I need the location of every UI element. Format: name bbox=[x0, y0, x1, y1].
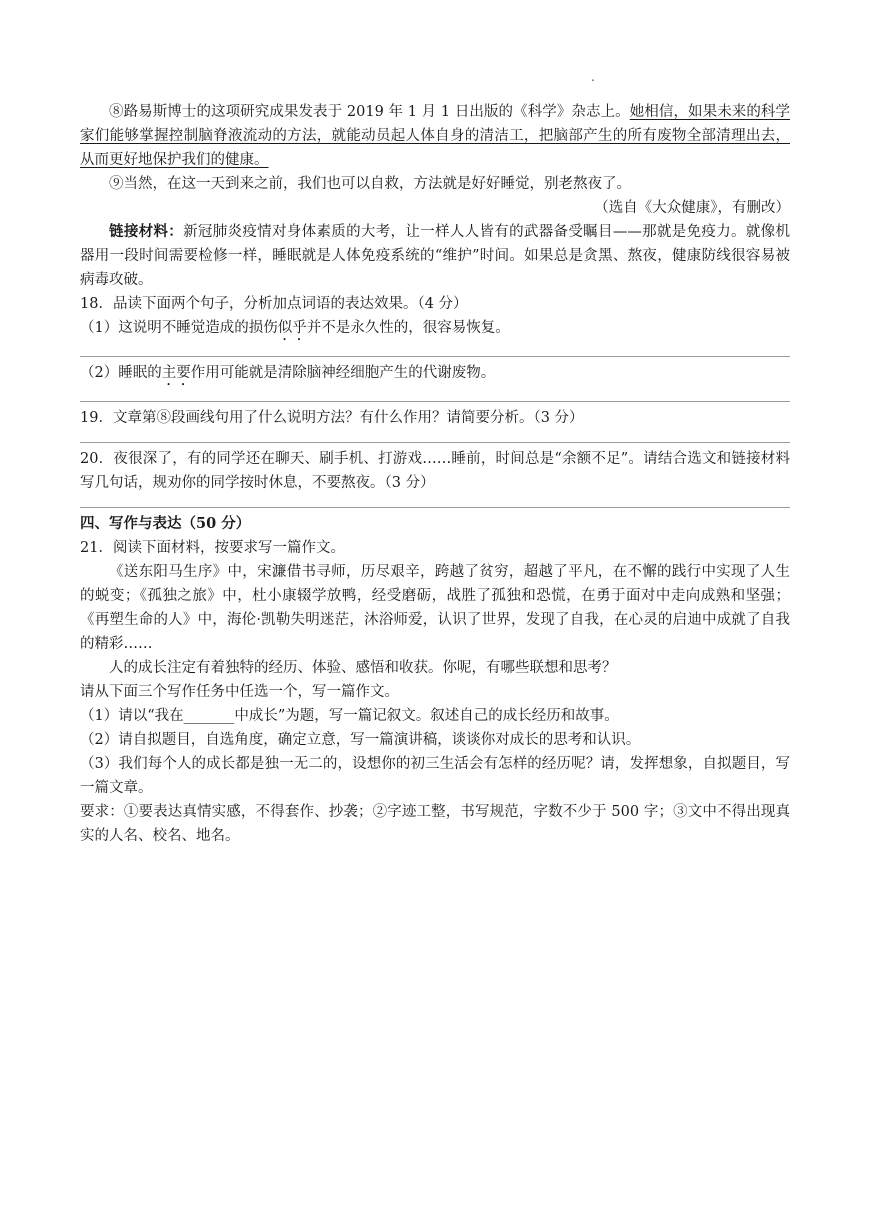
question-21-task-1: （1）请以“我在_______中成长”为题，写一篇记叙文。叙述自己的成长经历和故事。 bbox=[80, 708, 619, 724]
q18-s2-text-a: （2）睡眠的 bbox=[80, 365, 162, 381]
link-material-label: 链接材料： bbox=[109, 223, 184, 240]
question-21-task-2: （2）请自拟题目，自选角度，确定立意，写一篇演讲稿，谈谈你对成长的思考和认识。 bbox=[80, 732, 641, 748]
question-18-stem: 18．品读下面两个句子，分析加点词语的表达效果。（4 分） bbox=[80, 296, 468, 312]
answer-line-20[interactable] bbox=[80, 507, 790, 508]
source-note: （选自《大众健康》，有删改） bbox=[594, 200, 790, 216]
question-21-material: 《送东阳马生序》中，宋濂借书寻师，历尽艰辛，跨越了贫穷，超越了平凡，在不懈的践行中实现了人生的蜕变；《孤独之旅》中，杜小康辍学放鸭，经受磨砺，战胜了孤独和恐慌，在勇于面对中走向成熟和坚强；《再塑生命的人》中，海伦·凯勒失明迷茫，沐浴师爱，认识了世界，发现了自我，在心灵的启迪中成就了自我的精彩…… bbox=[80, 564, 790, 652]
answer-line-19[interactable] bbox=[80, 442, 790, 443]
question-19: 19．文章第⑧段画线句用了什么说明方法？有什么作用？请简要分析。（3 分） bbox=[80, 410, 584, 426]
paragraph-8-underlined-sentence: 她相信，如果未来的科学家们能够掌握控制脑脊液流动的方法，就能动员起人体自身的清洁工，把脑部产生的所有废物全部清理出去，从而更好地保护我们的健康。 bbox=[80, 104, 790, 168]
q18-s1-text-b: 并不是永久性的，很容易恢复。 bbox=[306, 320, 510, 336]
question-21-task-3: （3）我们每个人的成长都是独一无二的，设想你的初三生活会有怎样的经历呢？请，发挥想象，自拟题目，写一篇文章。 bbox=[80, 756, 790, 796]
question-21-requirements: 要求：①要表达真情实感，不得套作、抄袭；②字迹工整，书写规范，字数不少于 500 字；③文中不得出现真实的人名、校名、地名。 bbox=[80, 804, 790, 844]
answer-line-18-2[interactable] bbox=[80, 401, 790, 402]
paragraph-8-text: ⑧路易斯博士的这项研究成果发表于 2019 年 1 月 1 日出版的《科学》杂志上。 bbox=[109, 104, 630, 120]
question-21-stem: 21．阅读下面材料，按要求写一篇作文。 bbox=[80, 540, 345, 556]
header-dot: . bbox=[591, 70, 595, 84]
paragraph-9: ⑨当然，在这一天到来之前，我们也可以自救，方法就是好好睡觉，别老熬夜了。 bbox=[109, 176, 631, 192]
q18-s2-dotted-word: 主要 bbox=[161, 365, 191, 381]
exam-page bbox=[80, 70, 790, 848]
q18-s1-dotted-word: 似乎 bbox=[277, 320, 307, 336]
q18-s2-text-b: 作用可能就是清除脑神经细胞产生的代谢废物。 bbox=[190, 365, 496, 381]
question-21-choose: 请从下面三个写作任务中任选一个，写一篇作文。 bbox=[80, 684, 399, 700]
question-20: 20．夜很深了，有的同学还在聊天、刷手机、打游戏……睡前，时间总是“余额不足”。请结合选文和链接材料写几句话，规劝你的同学按时休息，不要熬夜。（3 分） bbox=[80, 451, 790, 491]
link-material bbox=[80, 220, 790, 292]
answer-line-18-1[interactable] bbox=[80, 356, 790, 357]
question-21-prompt: 人的成长注定有着独特的经历、体验、感悟和收获。你呢，有哪些联想和思考？ bbox=[109, 660, 617, 676]
paragraph-8 bbox=[80, 100, 790, 172]
q18-s1-text-a: （1）这说明不睡觉造成的损伤 bbox=[80, 320, 278, 336]
question-18-sentence-2 bbox=[80, 361, 790, 389]
section-4-heading: 四、写作与表达（50 分） bbox=[80, 515, 251, 532]
link-material-text: 新冠肺炎疫情对身体素质的大考，让一样人人皆有的武器备受瞩目——那就是免疫力。就像机器用一段时间需要检修一样，睡眠就是人体免疫系统的“维护”时间。如果总是贪黑、熬夜，健康防线很容易被病毒攻破。 bbox=[80, 224, 790, 288]
question-18-sentence-1 bbox=[80, 316, 790, 344]
